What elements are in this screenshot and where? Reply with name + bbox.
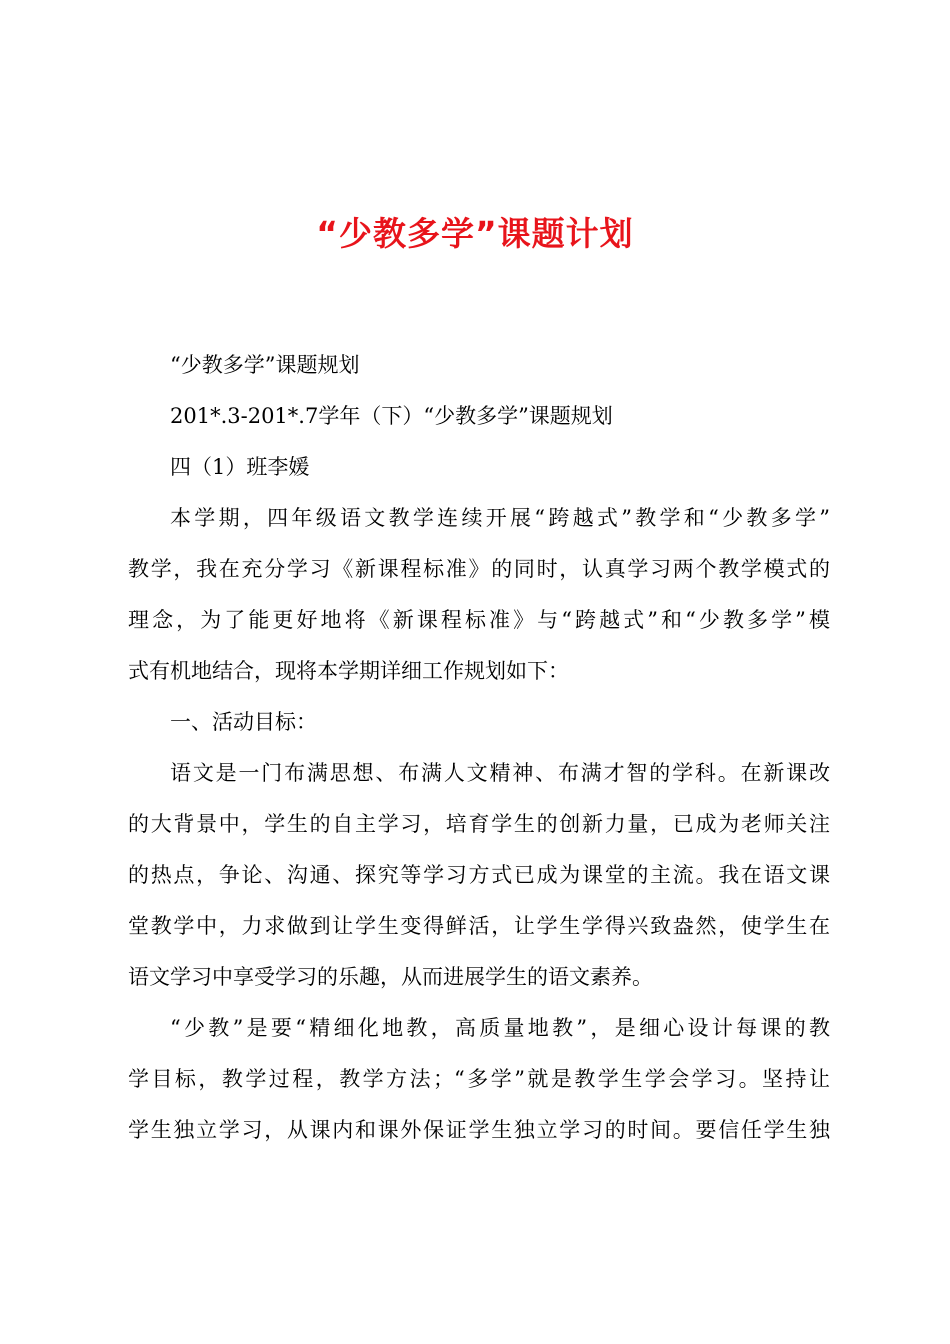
paragraph-1-line-3: 理念，为了能更好地将《新课程标准》与“跨越式”和“少教多学”模 [128, 608, 830, 632]
paragraph-2-line-5: 语文学习中享受学习的乐趣，从而进展学生的语文素养。 [128, 965, 653, 989]
paragraph-2-line-2: 的大背景中，学生的自主学习，培育学生的创新力量，已成为老师关注 [128, 812, 830, 836]
paragraph-3-line-2: 学目标，教学过程，教学方法；“多学”就是教学生学会学习。坚持让 [128, 1067, 830, 1091]
section-heading-1: 一、活动目标： [170, 710, 317, 734]
document-body [128, 340, 830, 1156]
author-line: 四（1）班李媛 [170, 455, 310, 479]
term-line: 201*.3-201*.7学年（下）“少教多学”课题规划 [170, 404, 613, 428]
paragraph-1-line-2: 教学，我在充分学习《新课程标准》的同时，认真学习两个教学模式的 [128, 557, 830, 581]
paragraph-2-line-3: 的热点，争论、沟通、探究等学习方式已成为课堂的主流。我在语文课 [128, 863, 830, 887]
paragraph-1-line-4: 式有机地结合，现将本学期详细工作规划如下： [128, 659, 569, 683]
subtitle-line: “少教多学”课题规划 [170, 353, 360, 377]
paragraph-3-line-3: 学生独立学习，从课内和课外保证学生独立学习的时间。要信任学生独 [128, 1118, 830, 1142]
paragraph-1-line-1: 本学期，四年级语文教学连续开展“跨越式”教学和“少教多学” [170, 506, 830, 530]
paragraph-3-line-1: “少教”是要“精细化地教，高质量地教”，是细心设计每课的教 [170, 1016, 830, 1040]
document-title: “少教多学”课题计划 [316, 214, 634, 253]
paragraph-2-line-1: 语文是一门布满思想、布满人文精神、布满才智的学科。在新课改 [170, 761, 830, 785]
paragraph-2-line-4: 堂教学中，力求做到让学生变得鲜活，让学生学得兴致盎然，使学生在 [128, 914, 830, 938]
